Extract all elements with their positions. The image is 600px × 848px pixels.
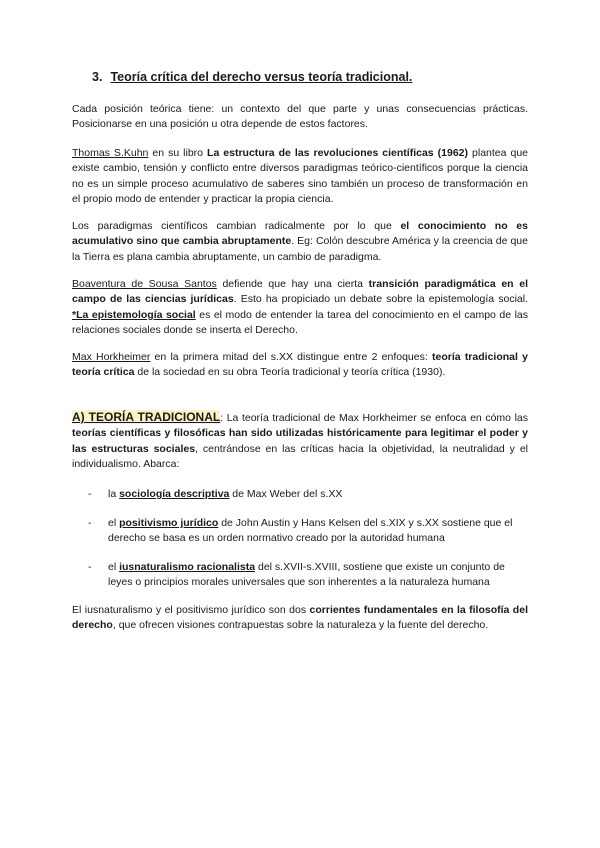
book-title: La estructura de las revoluciones científicas (1962) [207, 147, 469, 159]
term-positivism: positivismo jurídico [119, 517, 219, 529]
paragraph-horkheimer: Max Horkheimer en la primera mitad del s.XX distingue entre 2 enfoques: teoría tradicional y teoría crítica de la sociedad en su obra Teoría tradicional y teoría crítica (1930). [72, 351, 528, 379]
author-horkheimer: Max Horkheimer [72, 351, 151, 363]
paragraph-intro: Cada posición teórica tiene: un contexto del que parte y unas consecuencias prácticas. Posicionarse en una posición u otra depende de estos factores. [72, 103, 528, 131]
key-transition: transición paradigmática en el campo de las ciencias jurídicas [72, 278, 528, 306]
author-santos: Boaventura de Sousa Santos [72, 278, 217, 290]
key-approaches: teoría tradicional y teoría crítica [72, 351, 528, 379]
paragraph-kuhn: Thomas S.Kuhn en su libro La estructura de las revoluciones científicas (1962) plantea que existe cambio, tensión y conflicto entre diversos paradigmas teórico-científicos porque la ciencia no es un simple proceso acumulativo de saberes sino también un proceso de transformación en el propio modo de entender y practicar la propia ciencia. [72, 147, 528, 205]
paragraph-santos: Boaventura de Sousa Santos defiende que hay una cierta transición paradigmática en el campo de las ciencias jurídicas. Esto ha propiciado un debate sobre la epistemología social. *La epistemología social es el modo de entender la tarea del conocimiento en el campo de las relaciones sociales donde se inserta el Derecho. [72, 278, 528, 336]
key-epistemology: *La epistemología social [72, 308, 196, 321]
section-heading [92, 70, 412, 84]
paragraph-conclusion: El iusnaturalismo y el positivismo jurídico son dos corrientes fundamentales en la filosofía del derecho, que ofrecen visiones contrapuestas sobre la naturaleza y la fuente del derecho. [72, 604, 528, 632]
key-idea: el conocimiento no es acumulativo sino que cambia abruptamente [72, 220, 528, 248]
subsection-label: A) TEORÍA TRADICIONAL [72, 410, 221, 424]
paragraph-traditional-theory: A) TEORÍA TRADICIONAL: La teoría tradicional de Max Horkheimer se enfoca en cómo las teorías científicas y filosóficas han sido utilizadas históricamente para legitimar el poder y las estructuras sociales, centrándose en las críticas hacia la objetividad, la neutralidad y el individualismo. Abarca: [72, 410, 528, 470]
paragraph-paradigms: Los paradigmas científicos cambian radicalmente por lo que el conocimiento no es acumulativo sino que cambia abruptamente. Eg: Colón descubre América y la creencia de que la Tierra es plana cambia abruptamente, un cambio de paradigma. [72, 220, 528, 263]
document-page: 3. Teoría crítica del derecho versus teoría tradicional. Cada posición teórica tiene: un contexto del que parte y unas consecuencias prácticas. Posicionarse en una posición u otra depende de estos factores. Thomas S.Kuhn en su libro La estructura de las revoluciones científicas (1962) plantea que existe cambio, tensión y conflicto entre diversos paradigmas teórico-científicos porque la ciencia no es un simple proceso acumulativo de saberes sino también un proceso de transformación en el propio modo de entender y practicar la propia ciencia. Los paradigmas científicos cambian radicalmente por lo que el conocimiento no es acumulativo sino que cambia abruptamente. Eg: Colón descubre América y la creencia de que la Tierra es plana cambia abruptamente, un cambio de paradigma. Boaventura de Sousa Santos defiende que hay una cierta transición paradigmática en el campo de las ciencias jurídicas. Esto ha propiciado un debate sobre la epistemología social. *La epistemología social es el modo de entender la tarea del conocimiento en el campo de las relaciones sociales donde se inserta el Derecho. Max Horkheimer en la primera mitad del s.XX distingue entre 2 enfoques: teoría tradicional y teoría crítica de la sociedad en su obra Teoría tradicional y teoría crítica (1930). A) TEORÍA TRADICIONAL: La teoría tradicional de Max Horkheimer se enfoca en cómo las teorías científicas y filosóficas han sido utilizadas históricamente para legitimar el poder y las estructuras sociales, centrándose en las críticas hacia la objetividad, la neutralidad y el individualismo. Abarca: - la sociología descriptiva de Max Weber del s.XX - el positivismo jurídico de John Austin y Hans Kelsen del s.XIX y s.XX sostiene que el derecho se basa es un orden normativo creado por la autoridad humana - el iusnaturalismo racionalista del s.XVII-s.XVIII, sostiene que existe un conjunto de leyes o principios morales universales que son inherentes a la naturaleza humana El iusnaturalismo y el positivismo jurídico son dos corrientes fundamentales en la filosofía del derecho, que ofrecen visiones contrapuestas sobre la naturaleza y la fuente del derecho. [0, 0, 600, 848]
key-legitimation: teorías científicas y filosóficas han sido utilizadas históricamente para legitimar el poder y las estructuras sociales [72, 427, 528, 455]
section-number: 3. [92, 70, 103, 84]
section-title: Teoría crítica del derecho versus teoría tradicional. [110, 70, 413, 84]
term-sociology: sociología descriptiva [119, 488, 230, 500]
author-kuhn: Thomas S.Kuhn [72, 147, 149, 159]
term-iusnaturalism: iusnaturalismo racionalista [119, 561, 256, 573]
key-currents: corrientes fundamentales en la filosofía del derecho [72, 604, 528, 632]
